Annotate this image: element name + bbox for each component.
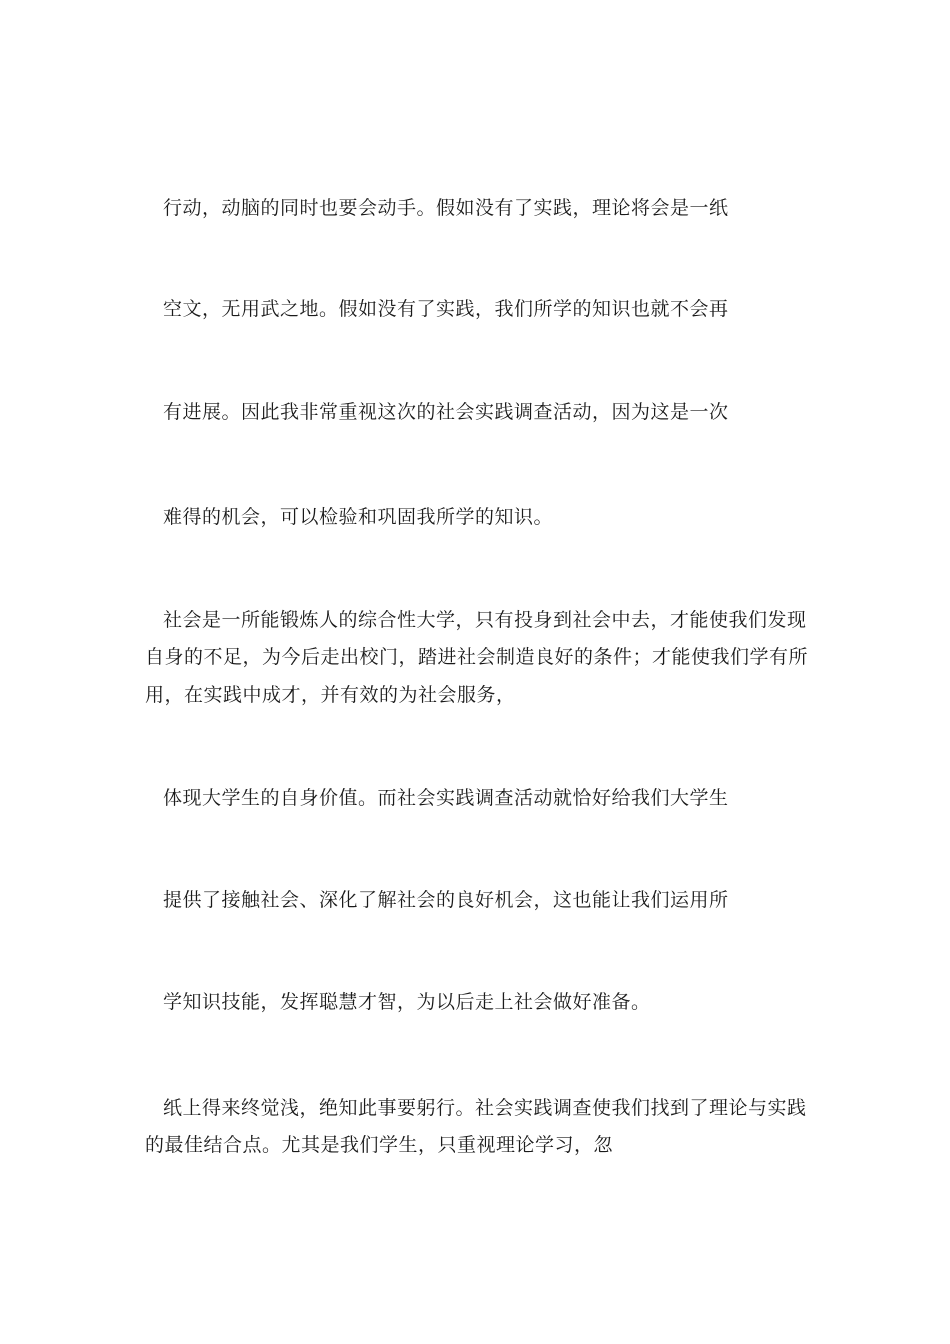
paragraph-line: 社会是一所能锻炼人的综合性大学，只有投身到社会中去，才能使我们发现 [163,609,807,631]
paragraph-line: 自身的不足，为今后走出校门，踏进社会制造良好的条件；才能使我们学有所 [145,646,809,668]
paragraph-line: 有进展。因此我非常重视这次的社会实践调查活动，因为这是一次 [163,401,729,423]
paragraph-line: 行动，动脑的同时也要会动手。假如没有了实践，理论将会是一纸 [163,197,729,219]
paragraph-line: 的最佳结合点。尤其是我们学生，只重视理论学习，忽 [145,1134,614,1156]
paragraph-line: 用，在实践中成才，并有效的为社会服务， [145,684,516,706]
paragraph-line: 难得的机会，可以检验和巩固我所学的知识。 [163,506,554,528]
paragraph-line: 纸上得来终觉浅，绝知此事要躬行。社会实践调查使我们找到了理论与实践 [163,1097,807,1119]
paragraph-line: 体现大学生的自身价值。而社会实践调查活动就恰好给我们大学生 [163,787,729,809]
paragraph-line: 提供了接触社会、深化了解社会的良好机会，这也能让我们运用所 [163,889,729,911]
paragraph-line: 空文，无用武之地。假如没有了实践，我们所学的知识也就不会再 [163,298,729,320]
paragraph-line: 学知识技能，发挥聪慧才智，为以后走上社会做好准备。 [163,991,651,1013]
